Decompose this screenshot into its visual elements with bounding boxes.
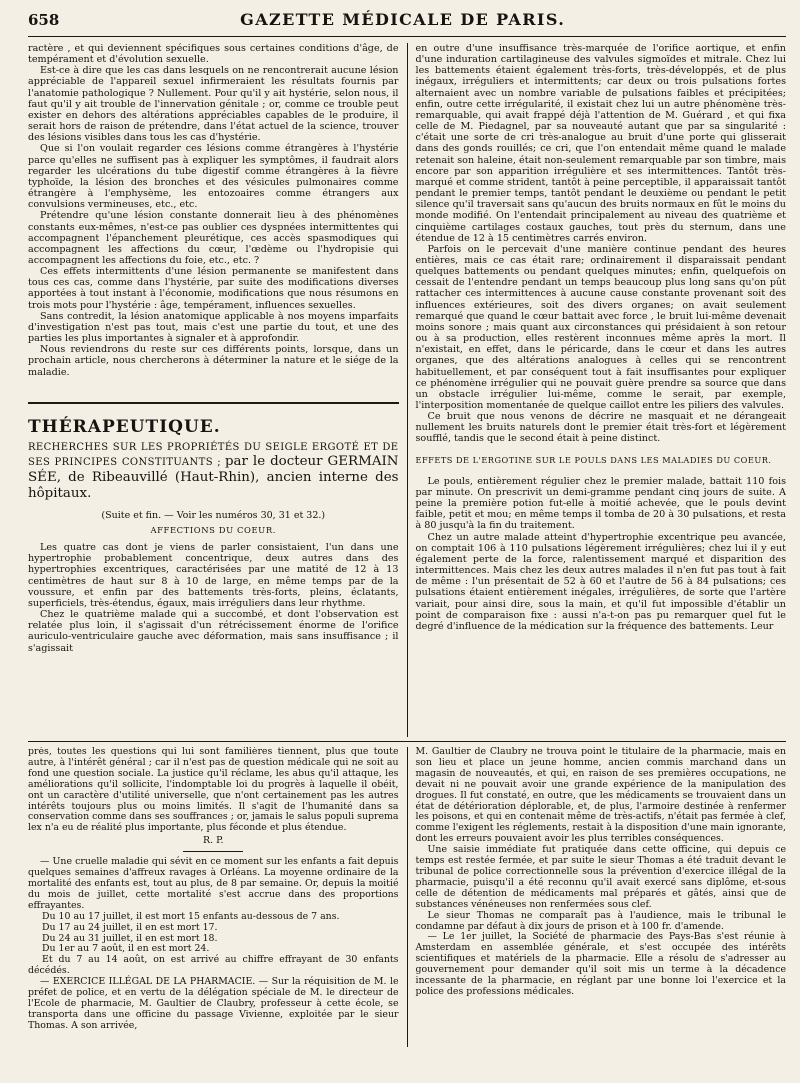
article-author-line: par le docteur GERMAIN SÉE, de Ribeauvillé (Haut-Rhin), ancien interne des hôpitaux. [28,453,399,501]
left-paragraph: Est-ce à dire que les cas dans lesquels on ne rencontrerait aucune lésion appréciable de l'appareil sexuel infirmeraient les résultats fournis par l'anatomie pathologique ? Nullement. Pour qu'il y ait hystérie, selon nous, il faut qu'il y ait trouble de l'innervation génitale ; or, comme ce trouble peut exister en dehors des altérations appréciables capables de le produire, il serait hors de raison de prétendre, dans l'état actuel de la science, trouver des lésions visibles dans tous les cas d'hystérie. [28,65,399,144]
feuilleton-paragraph: — Le 1er juillet, la Société de pharmacie des Pays-Bas s'est réunie à Amsterdam en assemblée générale, et s'est occupée des intérêts scientifiques et matériels de la pharmacie. Elle a résolu de s'adresser au gouvernement pour demander qu'il soit mis un terme à la décadence incessante de la pharmacie, en réglant par une bonne loi l'exercice et la police des professions médicales. [415,931,786,997]
main-columns [28,43,786,737]
article-title-caps: RECHERCHES SUR LES PROPRIÉTÉS DU SEIGLE ERGOTÉ ET DE SES PRINCIPES CONSTITUANTS ; [28,441,399,468]
subhead-ergotine: EFFETS DE L'ERGOTINE SUR LE POULS DANS LES MALADIES DU COEUR. [415,454,772,465]
therapeutique-section [28,402,399,654]
suite-note: (Suite et fin. — Voir les numéros 30, 31 et 32.) [101,509,326,521]
right-paragraph: Le pouls, entièrement régulier chez le premier malade, battait 110 fois par minute. On prescrivit un demi-gramme pendant cinq jours de suite. A peine la première potion fut-elle à moitié achevée, que le pouls devint faible, petit et mou; en même temps il tomba de 20 à 30 pulsations, et resta à 80 jusqu'à la fin du traitement. [415,475,786,532]
feuilleton-paragraph: Une saisie immédiate fut pratiquée dans cette officine, qui depuis ce temps est restée fermée, et par suite le sieur Thomas a été traduit devant le tribunal de police correctionnelle sous la prévention d'exercice illégal de la pharmacie, puisqu'il a été reconnu qu'il avait exercé sans diplôme, et-sous celle de détention de médicaments mal préparés et gâtés, ainsi que de substances vénéneuses non renfermées sous clef. [415,844,786,910]
left-paragraph: Chez le quatrième malade qui a succombé, et dont l'observation est relatée plus loin, il s'agissait d'un rétrécissement énorme de l'orifice auriculo-ventriculaire gauche avec déformation, mais sans insuffisance ; il s'agissait [28,609,399,654]
subhead-affections: AFFECTIONS DU COEUR. [150,525,277,535]
feuilleton-paragraph: Le sieur Thomas ne comparaît pas à l'audience, mais le tribunal le condamne par défaut à dix jours de prison et à 100 fr. d'amende. [415,909,786,932]
stat-line: Du 10 au 17 juillet, il est mort 15 enfants au-dessous de 7 ans. [42,910,340,922]
page-number: 658 [28,11,60,29]
feuilleton [28,742,786,1047]
left-paragraph: Nous reviendrons du reste sur ces différents points, lorsque, dans un prochain article, nous chercherons à déterminer la nature et le siége de la maladie. [28,344,399,378]
left-column [28,43,407,737]
feuilleton-paragraph: — EXERCICE ILLÉGAL DE LA PHARMACIE. — Sur la réquisition de M. le préfet de police, et en vertu de la délégation spéciale de M. le directeur de l'Ecole de pharmacie, M. Gaultier de Claubry, professeur à cette école, se transporta dans une officine du passage Vivienne, exploitée par le sieur Thomas. A son arrivée, [28,976,399,1031]
stat-line: Du 1er au 7 août, il en est mort 24. [42,943,210,955]
feuilleton-paragraph: près, toutes les questions qui lui sont familières tiennent, plus que toute autre, à l'intérêt général ; car il n'est pas de question médicale qui ne soit au fond une question sociale. La justice qu'il réclame, les abus qu'il attaque, les améliorations qu'il sollicite, l'indomptable loi du progrès à laquelle il obéit, ont un caractère d'utilité universelle, que n'ont certainement pas les autres intérêts toujours plus ou moins limités. Il s'agit de l'humanité dans sa conservation comme dans ses souffrances ; or, jamais le salus populi suprema lex n'a eu de réalité plus importante, plus féconde et plus étendue. [28,747,399,834]
feuilleton-paragraph: M. Gaultier de Claubry ne trouva point le titulaire de la pharmacie, mais en son lieu et place un jeune homme, ancien commis marchand dans un magasin de nouveautés, et qui, en raison de ses premières occupations, ne devait ni ne pouvait avoir une grande expérience de la manipulation des drogues. Il fut constaté, en outre, que les médicaments se trouvaient dans un état de détérioration déplorable, et, de plus, l'armoire destinée à renfermer les poisons, et qui en contenait même de très-actifs, n'était pas fermée à clef, comme l'exigent les réglements, restait à la disposition d'une main ignorante, dont les erreurs pouvaient avoir les plus terribles conséquences. [415,747,786,845]
section-title: THÉRAPEUTIQUE. [28,416,221,437]
page-header [28,10,786,37]
feuilleton-right-column [407,747,787,1047]
feuilleton-left-column [28,747,407,1047]
right-paragraph: en outre d'une insuffisance très-marquée de l'orifice aortique, et enfin d'une induration cartilagineuse des valvules sigmoïdes et mitrale. Chez lui les battements étaient également très-forts, très-développés, et de plus inégaux, irréguliers et intermittents; car deux ou trois pulsations fortes alternaient avec un nombre variable de pulsations faibles et précipitées; enfin, outre cette irrégularité, il existait chez lui un autre phénomène très-remarquable, qui avait frappé déjà l'attention de M. Guérard , et qui fixa celle de M. Piedagnel, par sa nouveauté autant que par sa singularité : c'était une sorte de cri très-analogue au bruit d'une porte qui glisserait dans des gonds rouillés; ce cri, que l'on entendait même quand le malade retenait son haleine, était non-seulement remarquable par son timbre, mais encore par son apparition irrégulière et ses intermittences. Tantôt très-marqué et comme strident, tantôt à peine perceptible, il apparaissait tantôt pendant le premier temps, tantôt pendant le deuxième ou pendant le petit silence qu'il traversait sans qu'aucun des bruits normaux en fût le moins du monde modifié. On l'entendait principalement au niveau des quatrième et cinquième cartilages costaux gauches, tout près du sternum, dans une étendue de 12 à 15 centimètres carrés environ. [415,43,786,244]
left-paragraph: Les quatre cas dont je viens de parler consistaient, l'un dans une hypertrophie probablement concentrique, deux autres dans des hypertrophies excentriques, caractérisées par une matité de 12 à 13 centimètres de haut sur 8 à 10 de large, en même temps par de la voussure, et enfin par des battements très-forts, pleins, éclatants, superficiels, très-étendus, égaux, mais irréguliers dans leur rhythme. [28,542,399,609]
left-paragraph: ractère , et qui deviennent spécifiques sous certaines conditions d'âge, de tempérament et d'évolution sexuelle. [28,43,399,66]
article-title [28,441,399,502]
right-paragraph: Parfois on le percevait d'une manière continue pendant des heures entières, mais ce cas était rare; ordinairement il disparaissait pendant quelques battements ou pendant quelques minutes; enfin, quelquefois on cessait de l'entendre pendant un temps beaucoup plus long sans qu'on pût rattacher ces intermittences à aucune cause constante provenant soit des influences extérieures, soit des divers organes; on avait seulement remarqué que quand le cœur battait avec force , le bruit lui-même devenait moins sonore ; mais quant aux circonstances qui présidaient à son retour ou à sa production, elles restèrent inconnues même après la mort. Il n'existait, en effet, dans le péricarde, dans le cœur et dans les autres organes, que des altérations analogues à celles qui se rencontrent habituellement, et par conséquent tout à fait insuffisantes pour expliquer ce phénomène irrégulier qui ne pouvait guère prendre sa source que dans un obstacle irrégulier lui-même, comme le serait, par exemple, l'interposition momentanée de quelque caillot entre les piliers des valvules. [415,243,786,411]
stat-line: Du 24 au 31 juillet, il en est mort 18. [42,932,218,944]
right-column [407,43,787,737]
left-paragraph: Sans contredit, la lésion anatomique applicable à nos moyens imparfaits d'investigation n'est pas tout, mais c'est une partie du tout, et une des parties les plus importantes à signaler et à approfondir. [28,310,399,345]
right-paragraph: Ce bruit que nous venons de décrire ne masquait et ne dérangeait nullement les bruits naturels dont le premier était très-fort et légèrement soufflé, tandis que le second était à peine distinct. [415,411,786,445]
stat-line: Et du 7 au 14 août, on est arrivé au chiffre effrayant de 30 enfants décédés. [28,954,399,977]
signature: R. P. [203,835,224,847]
left-paragraph: Ces effets intermittents d'une lésion permanente se manifestent dans tous ces cas, comme dans l'hystérie, par suite des modifications diverses apportées à tout instant à l'économie, modifications que nous résumons en trois mots pour l'hystérie : âge, tempérament, influences sexuelles. [28,266,399,311]
feuilleton-paragraph: — Une cruelle maladie qui sévit en ce moment sur les enfants a fait depuis quelques semaines d'affreux ravages à Orléans. La moyenne ordinaire de la mortalité des enfants est, tout au plus, de 8 par semaine. Or, depuis la moitié du mois de juillet, cette mortalité s'est accrue dans des proportions effrayantes. [28,856,399,911]
left-paragraph: Prétendre qu'une lésion constante donnerait lieu à des phénomènes constants eux-mêmes, n'est-ce pas oublier ces dyspnées intermittentes qui accompagnent l'épanchement pleurétique, ces accès spasmodiques qui accompagnent les affections du cœur, l'œdème ou l'hydropisie qui accompagnent les affections du foie, etc., etc. ? [28,210,399,266]
journal-title: GAZETTE MÉDICALE DE PARIS. [240,10,566,29]
right-paragraph: Chez un autre malade atteint d'hypertrophie excentrique peu avancée, on comptait 106 à 110 pulsations légèrement irrégulières; chez lui il y eut également perte de la force, ralentissement marqué et disparition des intermittences. Mais chez les deux autres malades il n'en fut pas tout à fait de même : l'un présentait de 52 à 60 et l'autre de 56 à 84 pulsations; ces pulsations étaient entièrement inégales, irrégulières, de sorte que l'artère variait, pour ainsi dire, sous la main, et qu'il fut impossible d'établir un point de comparaison fixe : aussi n'a-t-on pas pu remarquer quel fut le degré d'influence de la médication sur la fréquence des battements. Leur [415,531,786,632]
left-paragraph: Que si l'on voulait regarder ces lésions comme étrangères à l'hystérie parce qu'elles ne suffisent pas à expliquer les symptômes, il faudrait alors regarder les ulcérations du tube digestif comme étrangères à la fièvre typhoïde, la lésion des bronches et des vésicules pulmonaires comme étrangère à l'emphysème, les entozoaires comme étrangers aux convulsions vermineuses, etc., etc. [28,143,399,211]
stat-line: Du 17 au 24 juillet, il en est mort 17. [42,921,218,933]
short-separator [183,851,243,852]
